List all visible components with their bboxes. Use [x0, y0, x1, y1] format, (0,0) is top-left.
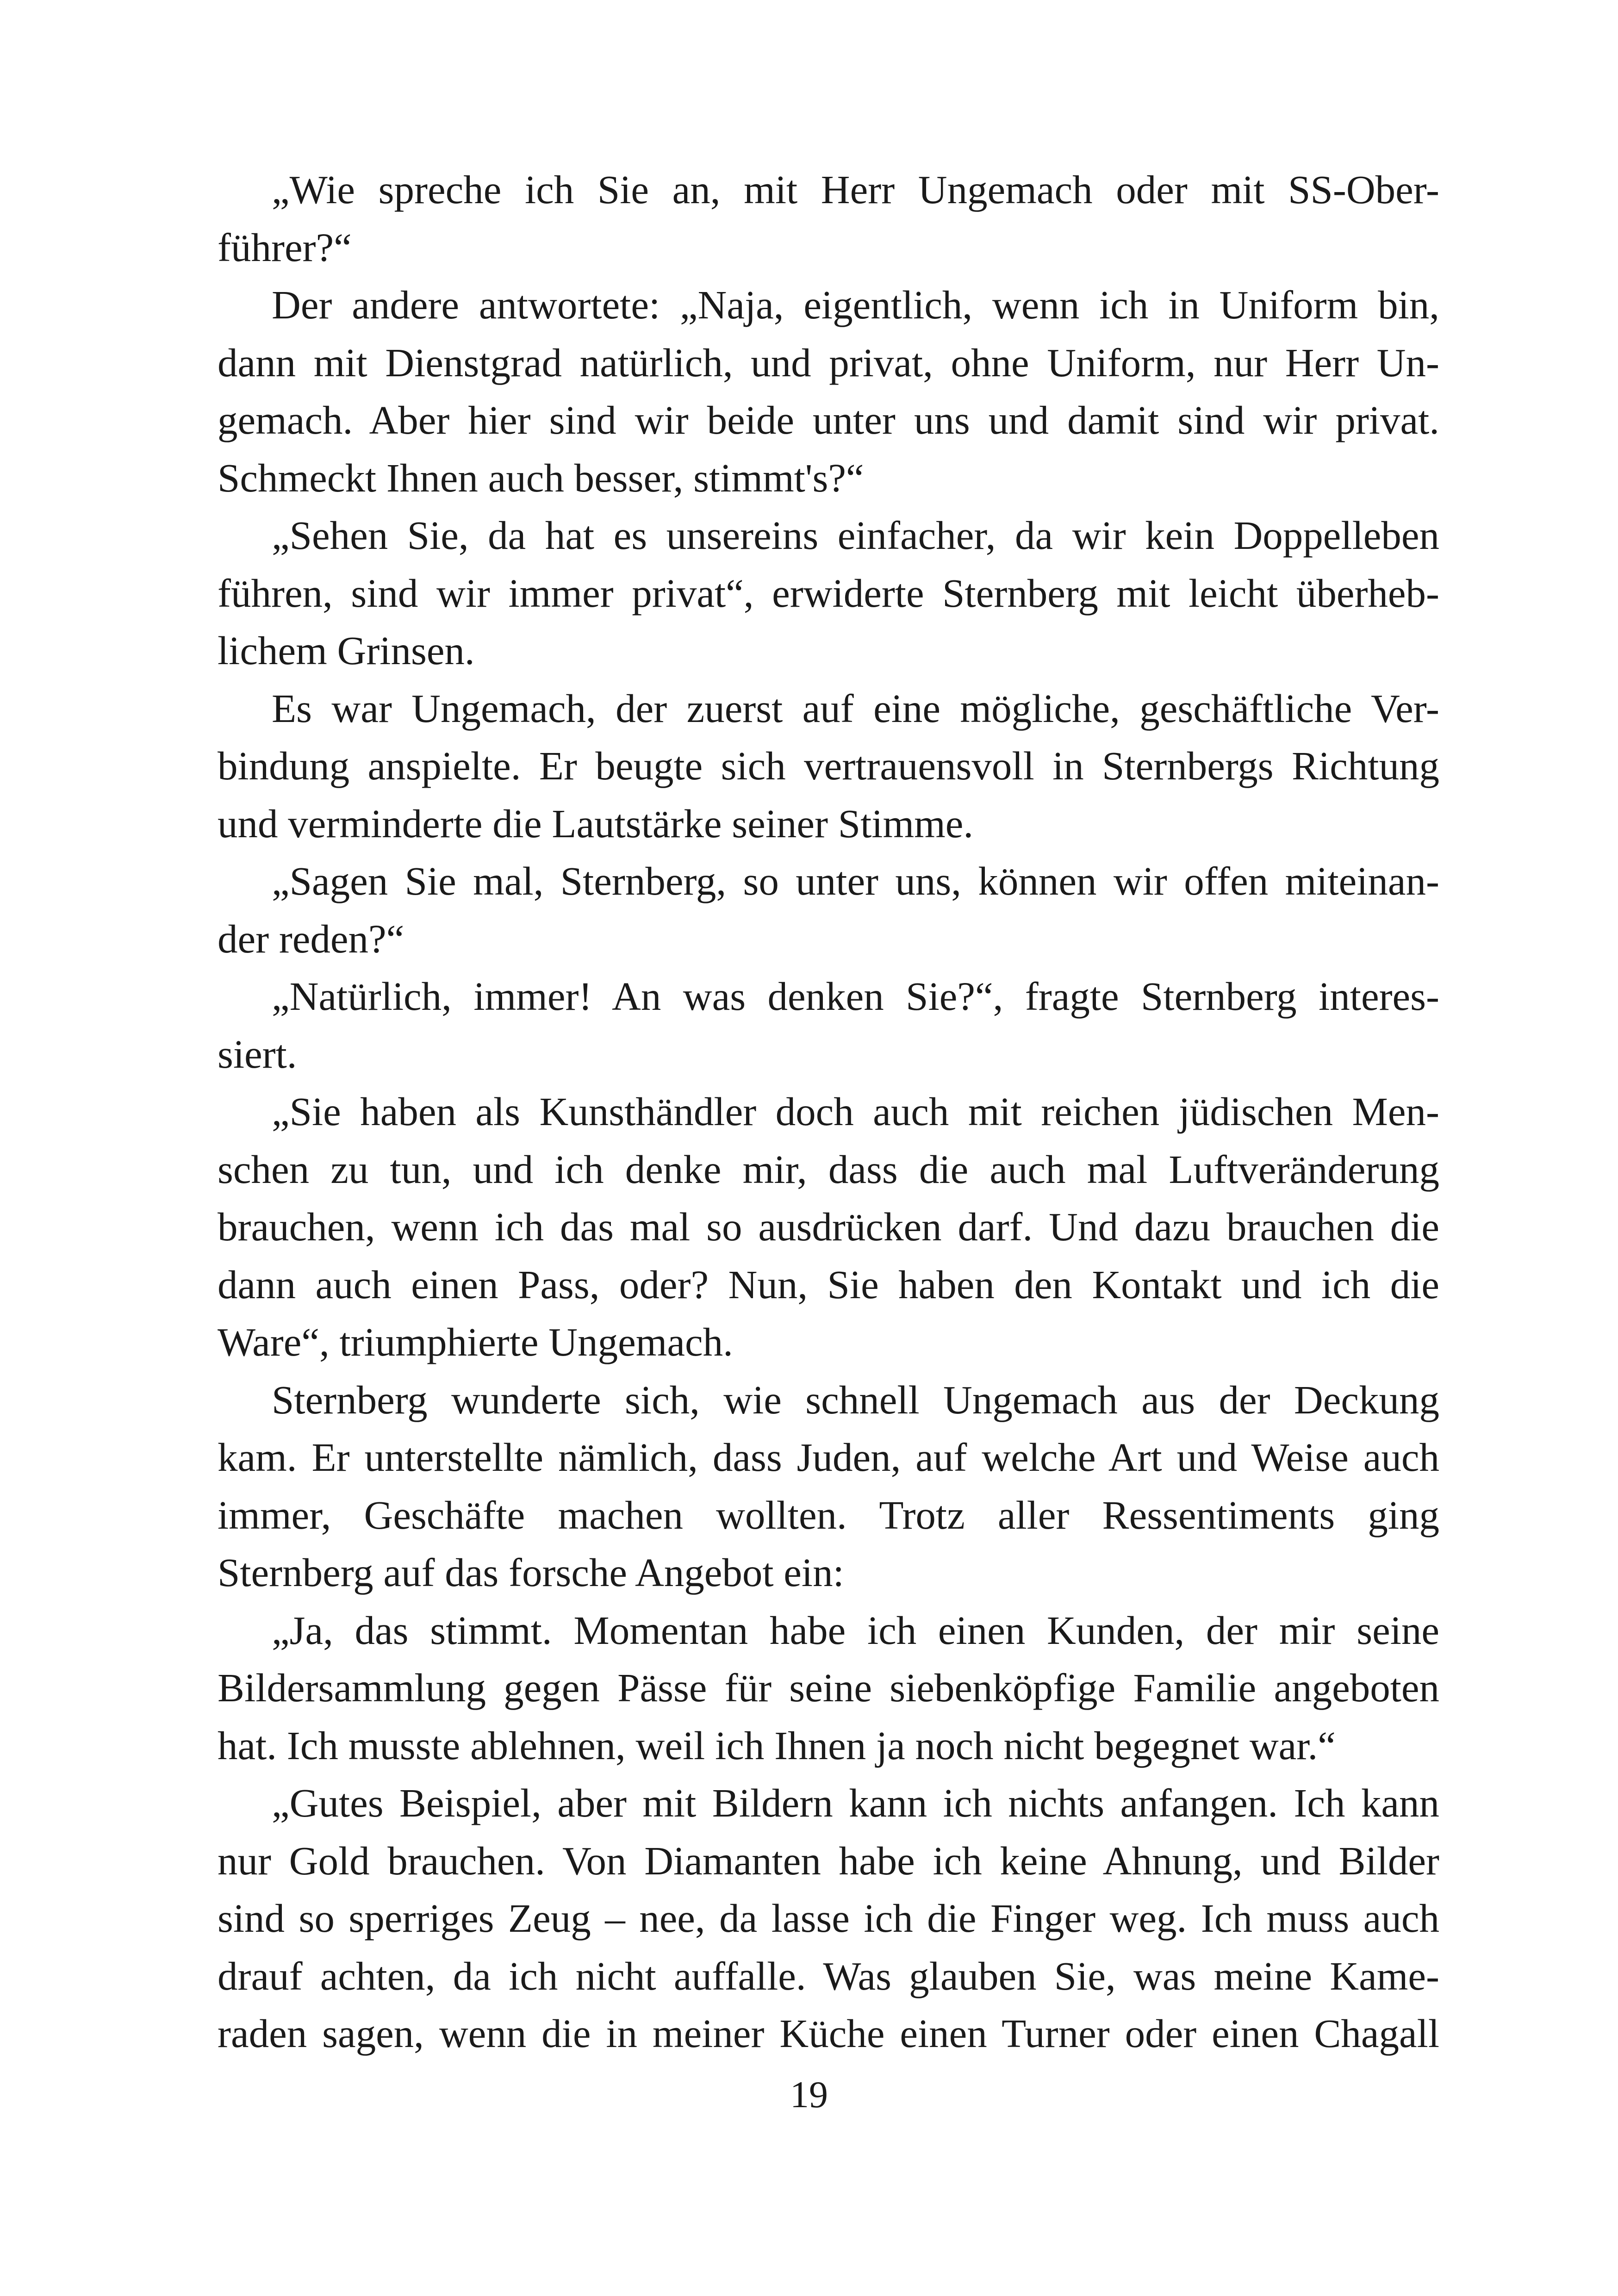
body-text	[218, 161, 1439, 2063]
text-line: gemach. Aber hier sind wir beide unter uns und damit sind wir privat.	[218, 398, 1439, 442]
text-line: hat. Ich musste ablehnen, weil ich Ihnen ja noch nicht begegnet war.“	[218, 1723, 1336, 1768]
text-line: schen zu tun, und ich denke mir, dass die auch mal Luftveränderung	[218, 1146, 1439, 1192]
text-line: führen, sind wir immer privat“, erwiderte Sternberg mit leicht überheb-	[218, 570, 1439, 616]
text-line: immer, Geschäfte machen wollten. Trotz aller Ressentiments ging	[218, 1492, 1439, 1537]
text-line: „Sehen Sie, da hat es unsereins einfacher, da wir kein Doppelleben	[272, 513, 1439, 558]
text-line: siert.	[218, 1031, 297, 1076]
text-line: brauchen, wenn ich das mal so ausdrücken darf. Und dazu brauchen die	[218, 1204, 1439, 1249]
text-line: lichem Grinsen.	[218, 628, 475, 673]
text-line: raden sagen, wenn die in meiner Küche einen Turner oder einen Chagall	[218, 2011, 1439, 2056]
text-line: „Natürlich, immer! An was denken Sie?“, fragte Sternberg interes-	[272, 974, 1439, 1019]
text-line: führer?“	[218, 224, 352, 270]
text-line: Sternberg wunderte sich, wie schnell Ungemach aus der Deckung	[272, 1377, 1439, 1422]
text-line: Bildersammlung gegen Pässe für seine siebenköpfige Familie angeboten	[218, 1665, 1439, 1710]
text-line: Schmeckt Ihnen auch besser, stimmt's?“	[218, 455, 864, 500]
text-line: drauf achten, da ich nicht auffalle. Was glauben Sie, was meine Kame-	[218, 1953, 1439, 1998]
page-number: 19	[790, 2073, 828, 2116]
text-line: Es war Ungemach, der zuerst auf eine mögliche, geschäftliche Ver-	[272, 685, 1439, 731]
text-line: Der andere antwortete: „Naja, eigentlich, wenn ich in Uniform bin,	[272, 282, 1439, 327]
text-line: Ware“, triumphierte Ungemach.	[218, 1319, 733, 1364]
text-line: nur Gold brauchen. Von Diamanten habe ich keine Ahnung, und Bilder	[218, 1838, 1439, 1883]
text-line: „Gutes Beispiel, aber mit Bildern kann ich nichts anfangen. Ich kann	[272, 1780, 1439, 1825]
text-line: sind so sperriges Zeug – nee, da lasse ich die Finger weg. Ich muss auch	[218, 1896, 1439, 1941]
text-line: „Wie spreche ich Sie an, mit Herr Ungemach oder mit SS-Ober-	[272, 167, 1439, 212]
text-line: „Sagen Sie mal, Sternberg, so unter uns, können wir offen miteinan-	[272, 859, 1439, 903]
text-line: der reden?“	[218, 916, 404, 961]
text-line: dann mit Dienstgrad natürlich, und privat, ohne Uniform, nur Herr Un-	[218, 340, 1439, 385]
text-line: „Ja, das stimmt. Momentan habe ich einen Kunden, der mir seine	[272, 1607, 1439, 1653]
text-line: dann auch einen Pass, oder? Nun, Sie haben den Kontakt und ich die	[218, 1262, 1439, 1307]
text-line: „Sie haben als Kunsthändler doch auch mit reichen jüdischen Men-	[272, 1089, 1439, 1134]
text-line: und verminderte die Lautstärke seiner Stimme.	[218, 801, 974, 846]
text-line: Sternberg auf das forsche Angebot ein:	[218, 1550, 844, 1595]
text-line: bindung anspielte. Er beugte sich vertrauensvoll in Sternbergs Richtung	[218, 743, 1439, 788]
text-line: kam. Er unterstellte nämlich, dass Juden, auf welche Art und Weise auch	[218, 1435, 1439, 1480]
